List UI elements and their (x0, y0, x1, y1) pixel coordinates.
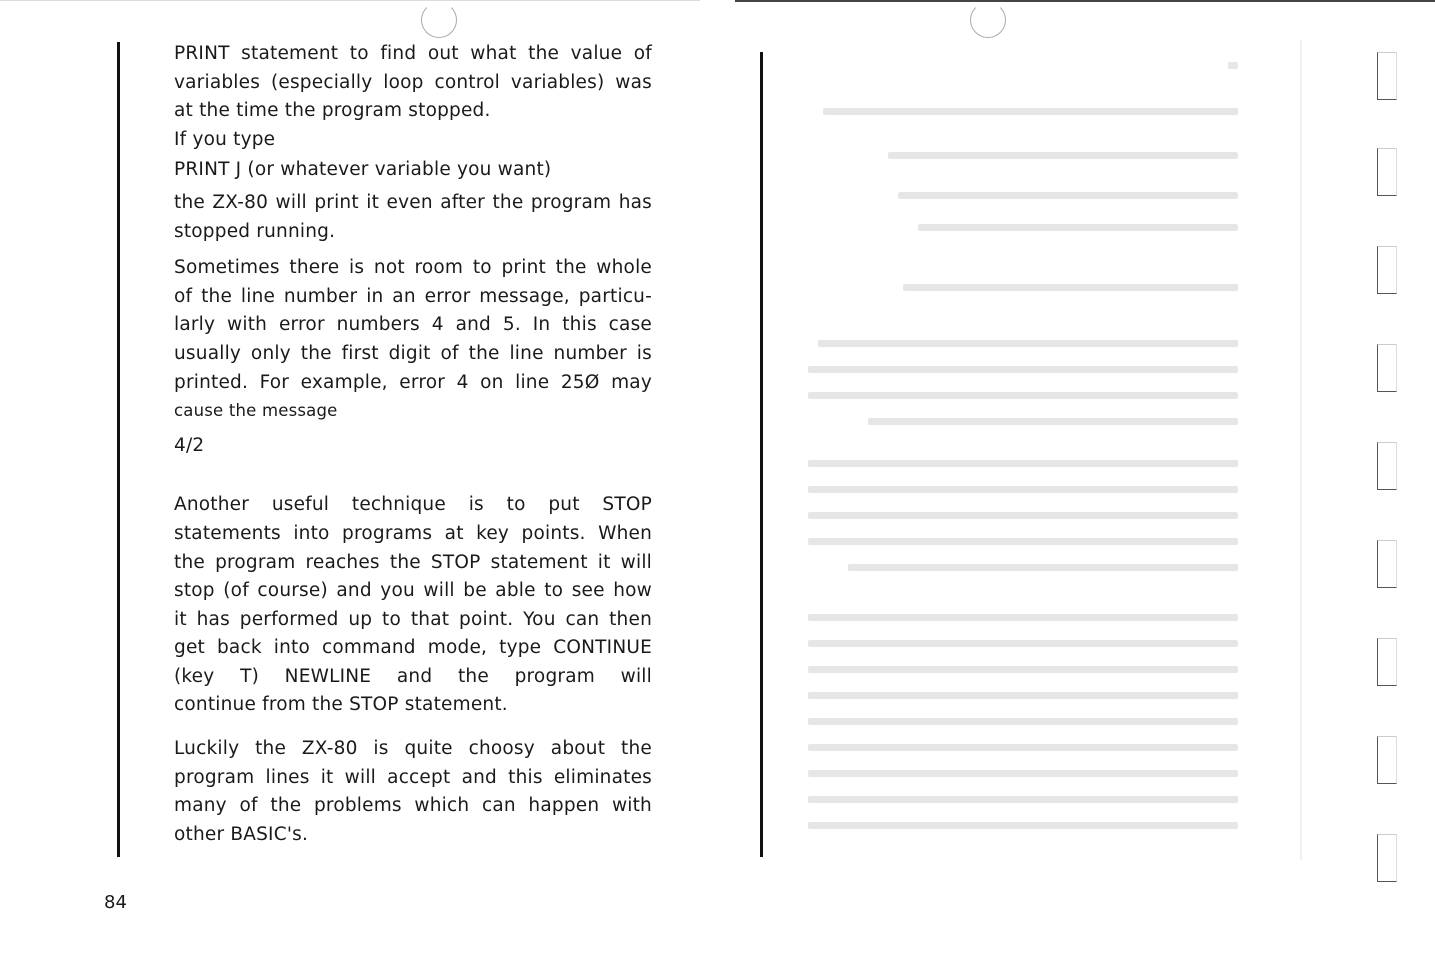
text-line: cause the message (174, 401, 338, 421)
ghost-line (808, 392, 1238, 399)
text-line: it has performed up to that point. You can then (174, 608, 652, 630)
ghost-line (818, 340, 1238, 347)
ghost-line (823, 108, 1238, 115)
ghost-line (808, 744, 1238, 751)
ghost-line (918, 224, 1238, 231)
index-tab (1377, 344, 1397, 392)
punch-hole-left (421, 2, 457, 38)
ghost-line (808, 512, 1238, 519)
text-line: Sometimes there is not room to print the whole (174, 257, 652, 279)
index-tab (1377, 442, 1397, 490)
ghost-line (808, 460, 1238, 467)
ghost-line (903, 284, 1238, 291)
text-line: stopped running. (174, 220, 336, 242)
page-edge-shade (1300, 40, 1302, 860)
right-page-margin-bar (760, 52, 763, 857)
paragraph-print-j (174, 156, 652, 185)
paragraph-sometimes (174, 254, 652, 426)
paragraph-print-statement (174, 40, 652, 126)
text-line: PRINT statement to find out what the value of (174, 43, 652, 64)
paragraph-if-you-type (174, 126, 652, 155)
index-tab (1377, 52, 1397, 100)
text-line: program lines it will accept and this eliminates (174, 766, 652, 788)
ghost-line (808, 796, 1238, 803)
ghost-line (808, 770, 1238, 777)
text-line: the ZX-80 will print it even after the program has (174, 191, 652, 213)
index-tab (1377, 736, 1397, 784)
punch-hole-right (970, 2, 1006, 38)
text-line: variables (especially loop control variables) was (174, 71, 652, 93)
text-line: the program reaches the STOP statement it will (174, 551, 652, 573)
text-line: statements into programs at key points. When (174, 522, 652, 544)
ghost-line (808, 822, 1238, 829)
ghost-line (808, 718, 1238, 725)
index-tab (1377, 246, 1397, 294)
paragraph-zx80-print (174, 189, 652, 246)
index-tab (1377, 540, 1397, 588)
text-line: If you type (174, 128, 276, 150)
ghost-line (848, 564, 1238, 571)
ghost-line (808, 614, 1238, 621)
index-tab (1377, 148, 1397, 196)
ghost-line (808, 666, 1238, 673)
text-line: at the time the program stopped. (174, 100, 491, 122)
text-line: 4/2 (174, 434, 205, 456)
text-line: PRINT J (or whatever variable you want) (174, 159, 552, 181)
text-line: usually only the first digit of the line number is (174, 342, 652, 364)
text-line: continue from the STOP statement. (174, 694, 508, 716)
text-line: Another useful technique is to put STOP (174, 494, 652, 516)
paragraph-another-technique (174, 491, 652, 720)
ghost-line (888, 152, 1238, 159)
ghost-line (808, 640, 1238, 647)
top-edge-left (0, 0, 700, 1)
left-page-text (174, 40, 652, 849)
page-number: 84 (104, 892, 127, 913)
left-margin-bar (117, 42, 120, 857)
text-line: Luckily the ZX-80 is quite choosy about the (174, 738, 652, 760)
text-line: other BASIC's. (174, 823, 309, 845)
ghost-line (898, 192, 1238, 199)
ghost-line (808, 366, 1238, 373)
ghost-line (808, 538, 1238, 545)
text-line: many of the problems which can happen with (174, 795, 652, 817)
paragraph-error-message (174, 432, 652, 461)
text-line: stop (of course) and you will be able to see how (174, 580, 652, 602)
ghost-line (1228, 62, 1238, 69)
text-line: (key T) NEWLINE and the program will (174, 665, 652, 687)
top-edge-right (735, 0, 1435, 2)
ghost-line (808, 692, 1238, 699)
text-line: get back into command mode, type CONTINUE (174, 637, 652, 659)
index-tab (1377, 834, 1397, 882)
text-line: printed. For example, error 4 on line 25Ø may (174, 371, 652, 393)
ghost-line (808, 486, 1238, 493)
index-tab (1377, 638, 1397, 686)
ghost-line (868, 418, 1238, 425)
text-line: larly with error numbers 4 and 5. In this case (174, 314, 652, 336)
paragraph-luckily (174, 735, 652, 849)
text-line: of the line number in an error message, particu- (174, 285, 652, 307)
